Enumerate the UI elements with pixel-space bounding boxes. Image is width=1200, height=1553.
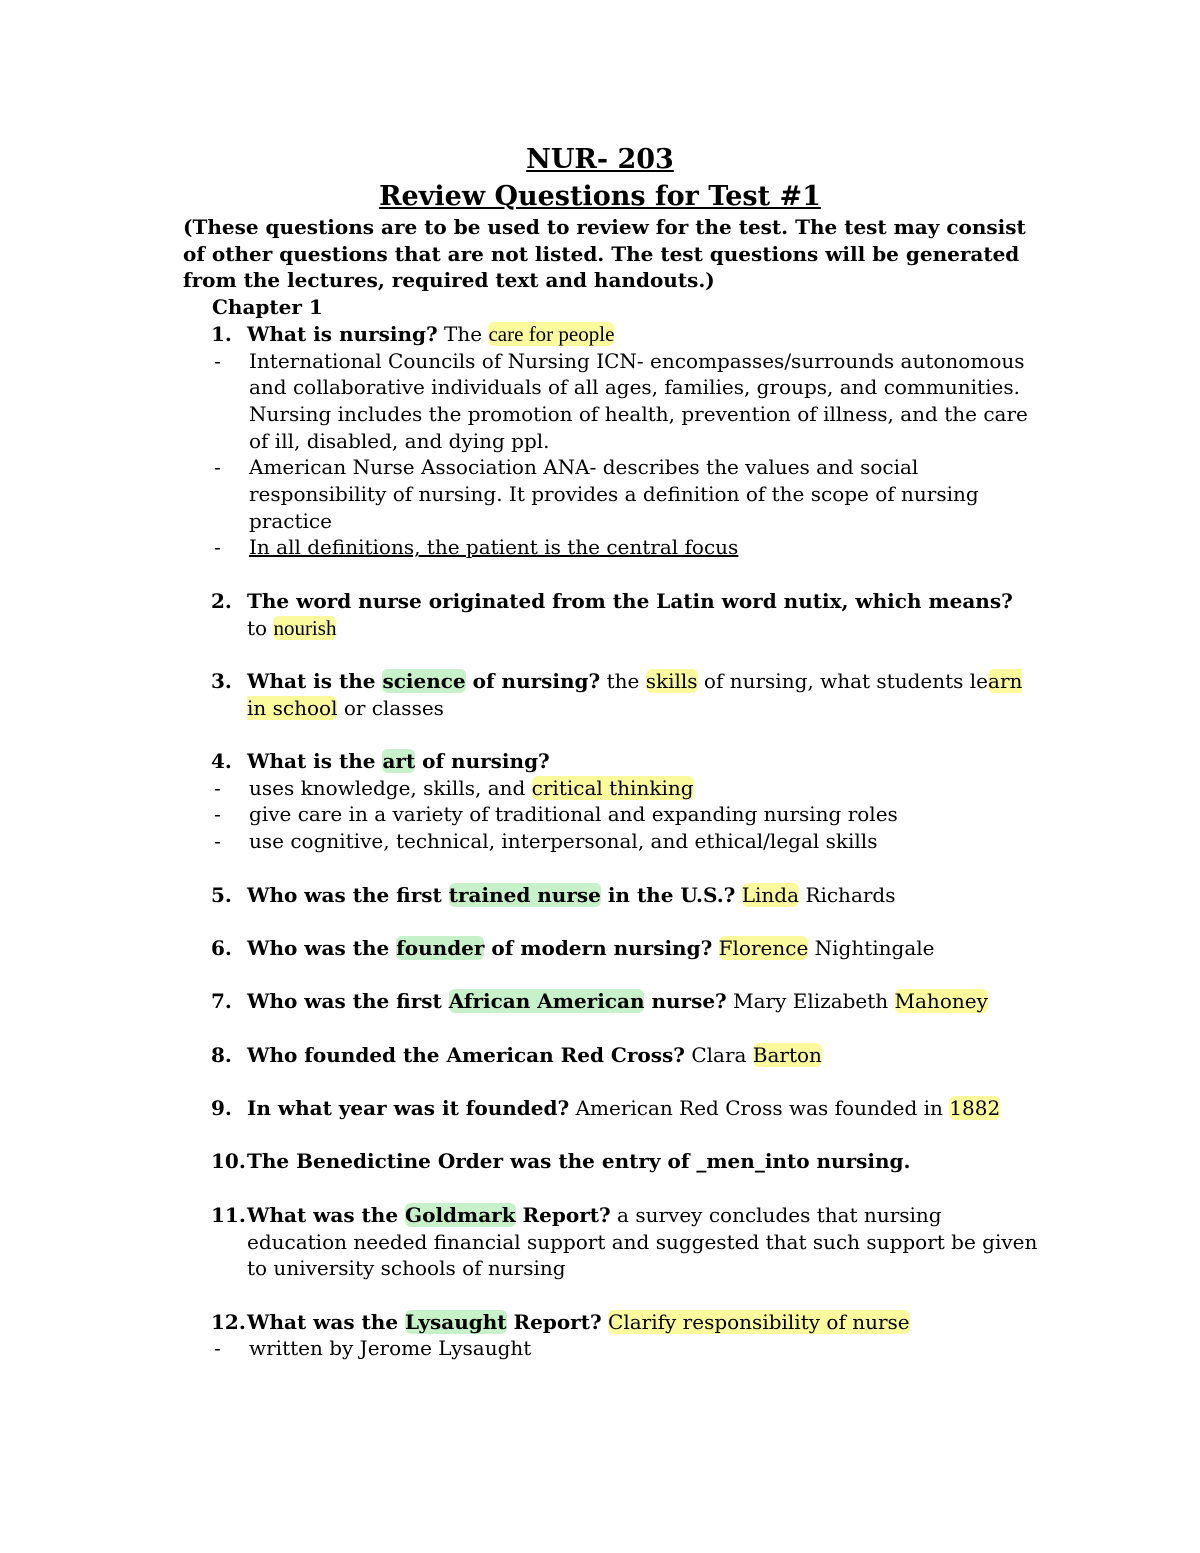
answer-text: or classes (337, 695, 444, 720)
question-number: 12. (211, 1309, 246, 1334)
question-text: What is the (247, 749, 383, 774)
question-9 (178, 1095, 1038, 1122)
question-text: Who was the first (247, 882, 449, 907)
question-number: 3. (211, 668, 232, 693)
answer-highlight: 1882 (949, 1096, 1001, 1121)
question-number: 8. (211, 1042, 232, 1067)
spacer (712, 936, 718, 960)
answer-list (178, 775, 1038, 855)
question-2 (178, 588, 1038, 641)
question-text: of modern nursing? (484, 935, 713, 960)
question-text: in the U.S.? (600, 882, 736, 907)
answer-text: Richards (799, 882, 896, 907)
answer-highlight: skills (645, 668, 698, 693)
question-text: of nursing? (415, 749, 550, 774)
intro-paragraph: (These questions are to be used to review for the test. The test may consist of other questions that are not listed. The test questions will be generated from the lectures, required text and handouts.) (183, 215, 1026, 293)
question-10 (178, 1148, 1038, 1175)
list-item: - International Councils of Nursing ICN- encompasses/surrounds autonomous and collaborative individuals of all ages, families, groups, and communities. Nursing includes the promotion of health, prevention of illness, and the care of ill, disabled, and dying ppl. (214, 348, 1028, 453)
answer-list (178, 348, 1038, 562)
list-item-text: written by Jerome Lysaught (249, 1336, 532, 1361)
question-highlight: African American (448, 989, 645, 1014)
answer-text: to (247, 615, 274, 640)
list-item: - use cognitive, technical, interpersonal, and ethical/legal skills (214, 829, 878, 854)
answer-highlight: Mahoney (894, 989, 988, 1014)
question-11 (178, 1202, 1038, 1282)
answer-text: of nursing, what students le (697, 668, 989, 693)
question-text: nurse? (644, 989, 727, 1014)
question-highlight: art (382, 749, 416, 774)
answer-text: the (600, 668, 646, 693)
answer-highlight: Barton (752, 1042, 822, 1067)
question-number: 11. (211, 1202, 246, 1227)
question-text: Who was the (247, 935, 397, 960)
question-highlight: Goldmark (405, 1202, 516, 1227)
answer-text: Clara (684, 1042, 753, 1067)
question-text: What was the (247, 1309, 406, 1334)
course-title: NUR- 203 (526, 144, 674, 175)
spacer (735, 883, 741, 907)
question-6 (178, 935, 1038, 962)
question-12 (178, 1309, 1038, 1336)
answer-highlight: critical thinking (531, 775, 694, 800)
question-text: Report? (506, 1309, 602, 1334)
question-highlight: Lysaught (405, 1309, 507, 1334)
list-item-text: In all definitions, the patient is the central focus (249, 535, 739, 560)
answer-highlight: Clarify responsibility of nurse (608, 1309, 910, 1334)
answer-highlight: arn in school (247, 668, 1023, 720)
question-3 (178, 668, 1038, 721)
question-text: In what year was it founded? (247, 1096, 570, 1121)
question-text: The Benedictine Order was the entry of _men_into nursing. (247, 1149, 911, 1174)
list-item: - In all definitions, the patient is the central focus (214, 535, 739, 560)
answer-text: Mary Elizabeth (726, 989, 895, 1014)
answer-text: The (437, 321, 489, 346)
answer-highlight: Florence (718, 935, 809, 960)
question-number: 5. (211, 882, 232, 907)
document-body (178, 214, 1038, 1362)
question-text: Report? (515, 1202, 611, 1227)
question-7 (178, 988, 1038, 1015)
question-highlight: trained nurse (448, 882, 601, 907)
question-highlight: founder (396, 935, 485, 960)
list-item: - American Nurse Association ANA- describes the values and social responsibility of nursing. It provides a definition of the scope of nursing practice (214, 455, 979, 533)
question-5 (178, 882, 1038, 909)
question-4 (178, 748, 1038, 775)
answer-highlight: nourish (273, 615, 337, 640)
answer-text: a survey concludes that nursing education needed financial support and suggested that such support be given to university schools of nursing (247, 1202, 1038, 1281)
chapter-heading: Chapter 1 (212, 295, 323, 320)
question-1 (178, 321, 1038, 348)
list-item-text: American Nurse Association ANA- describes the values and social responsibility of nursing. It provides a definition of the scope of nursing practice (249, 455, 979, 533)
question-text: What is the (247, 668, 383, 693)
question-number: 1. (211, 321, 232, 346)
question-highlight: science (382, 668, 466, 693)
list-item: - written by Jerome Lysaught (214, 1336, 532, 1361)
answer-text: American Red Cross was founded in (569, 1096, 950, 1121)
question-8 (178, 1042, 1038, 1069)
question-number: 4. (211, 749, 232, 774)
question-number: 2. (211, 588, 232, 613)
question-number: 7. (211, 989, 232, 1014)
page-title: Review Questions for Test #1 (379, 181, 821, 212)
list-item-text: give care in a variety of traditional and expanding nursing roles (249, 802, 898, 827)
list-item-text: use cognitive, technical, interpersonal, and ethical/legal skills (249, 829, 878, 854)
question-text: What was the (247, 1202, 406, 1227)
question-text: of nursing? (465, 668, 601, 693)
answer-highlight: Linda (741, 882, 800, 907)
question-text: What is nursing? (247, 321, 438, 346)
answer-text: Nightingale (808, 935, 935, 960)
answer-highlight: care for people (488, 321, 615, 346)
question-number: 9. (211, 1096, 232, 1121)
question-text: Who was the first (247, 989, 449, 1014)
answer-list (178, 1335, 1038, 1362)
question-text: The word nurse originated from the Latin word nutix, which means? (247, 588, 1013, 613)
list-item-text: International Councils of Nursing ICN- encompasses/surrounds autonomous and collaborative individuals of all ages, families, groups, and communities. Nursing includes the promotion of health, prevention of illness, and the care of ill, disabled, and dying ppl. (249, 348, 1028, 453)
list-item-text: uses knowledge, skills, and (249, 775, 532, 800)
question-number: 10. (211, 1149, 246, 1174)
list-item: - give care in a variety of traditional and expanding nursing roles (214, 802, 898, 827)
question-text: Who founded the American Red Cross? (247, 1042, 685, 1067)
question-number: 6. (211, 935, 232, 960)
list-item: - uses knowledge, skills, and critical thinking (214, 775, 694, 800)
